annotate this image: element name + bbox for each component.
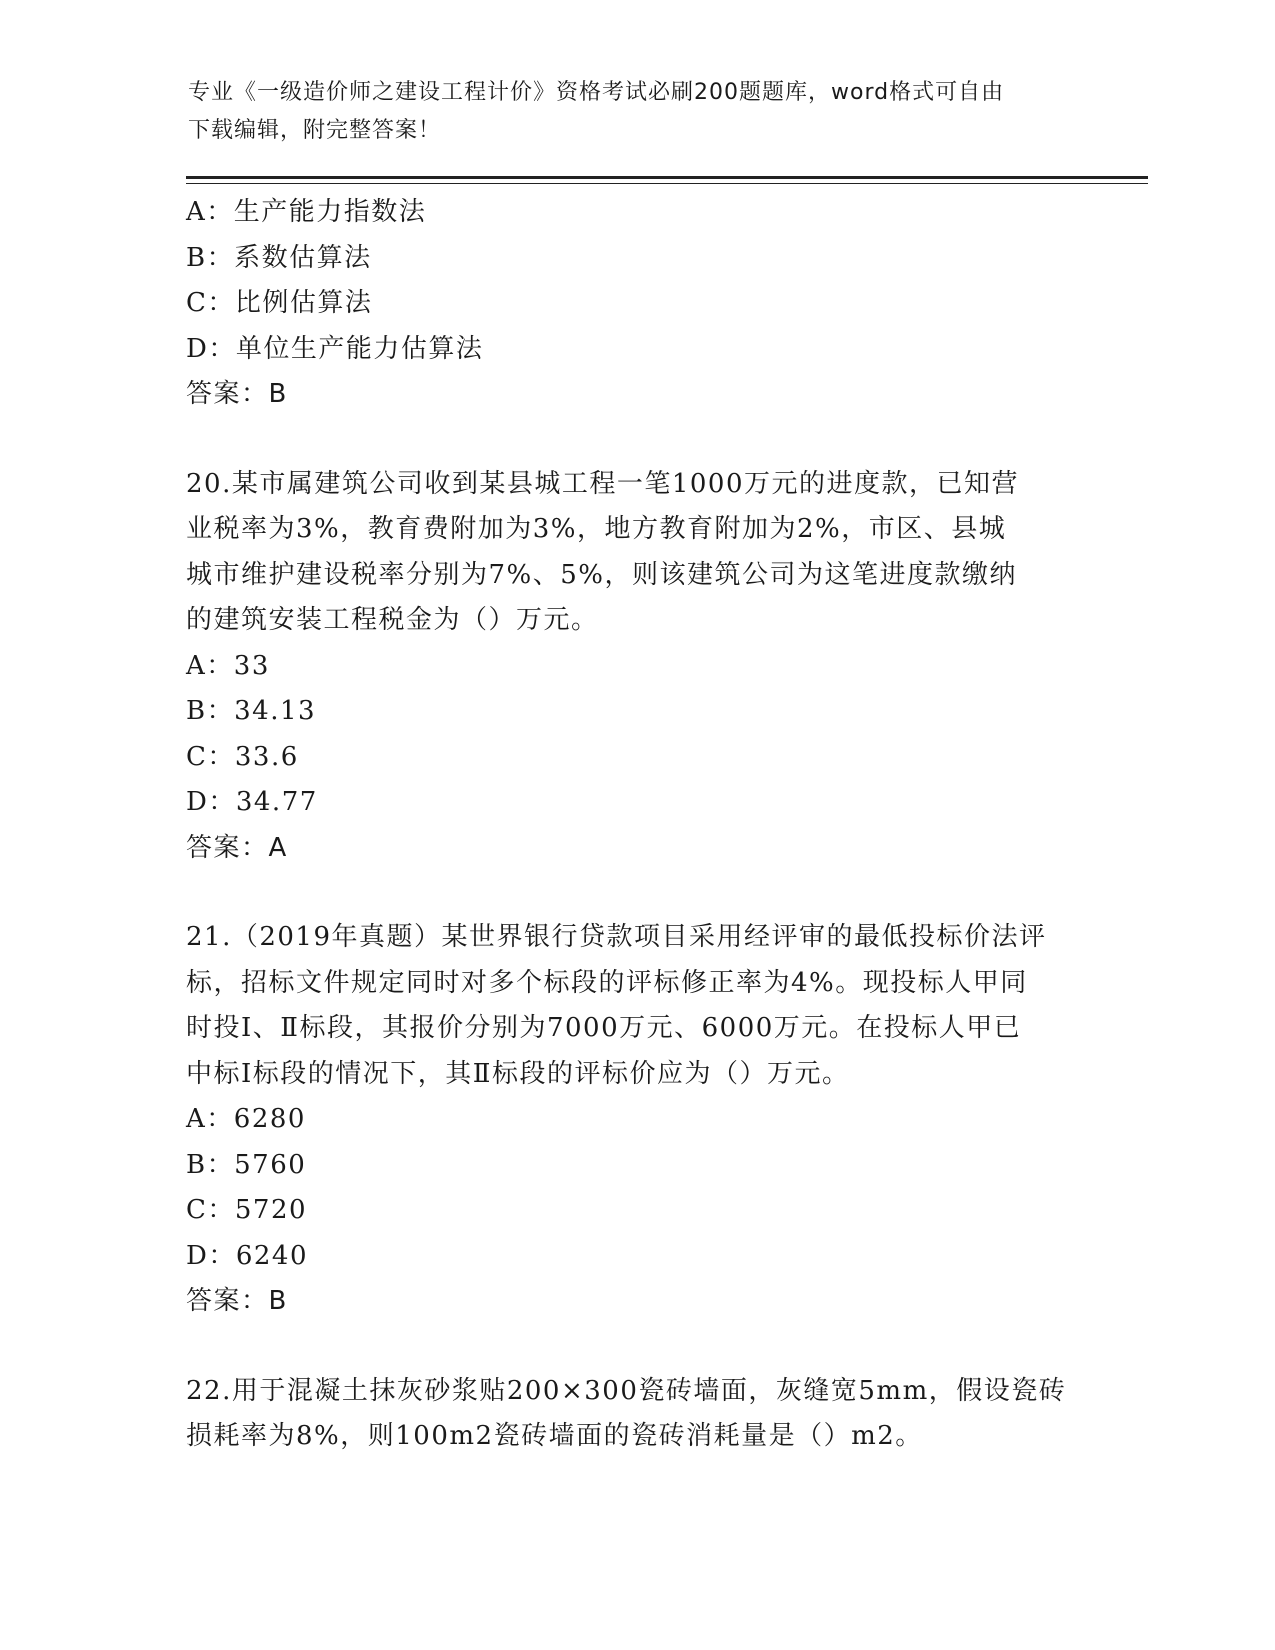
- spacer: [186, 418, 1086, 462]
- spacer: [186, 871, 1086, 915]
- header-rule-thin: [186, 183, 1148, 184]
- question-22: [186, 1369, 1086, 1460]
- question-line: 21.（2019年真题）某世界银行贷款项目采用经评审的最低投标价法评: [186, 922, 1047, 952]
- question-line: 的建筑安装工程税金为（）万元。: [186, 605, 599, 635]
- option-c: C：比例估算法: [186, 288, 373, 318]
- question-line: 20.某市属建筑公司收到某县城工程一笔1000万元的进度款，已知营: [186, 468, 1020, 499]
- option-a: A：6280: [186, 1104, 306, 1134]
- option-c: C：33.6: [186, 741, 299, 772]
- question-line: 时投Ⅰ、Ⅱ标段，其报价分别为7000万元、6000万元。在投标人甲已: [186, 1013, 1022, 1043]
- option-d: D：单位生产能力估算法: [186, 333, 484, 364]
- option-a: A：33: [186, 650, 270, 681]
- question-21: [186, 915, 1086, 1325]
- header-line-2: 下载编辑，附完整答案！: [188, 118, 442, 143]
- option-c: C：5720: [186, 1195, 308, 1225]
- question-line: 城市维护建设税率分别为7%、5%，则该建筑公司为这笔进度款缴纳: [186, 559, 1017, 590]
- option-b: B：5760: [186, 1149, 307, 1180]
- header-rule-thick: [186, 176, 1148, 179]
- question-line: 损耗率为8%，则100m2瓷砖墙面的瓷砖消耗量是（）m2。: [186, 1421, 923, 1451]
- answer: 答案：A: [186, 832, 288, 863]
- question-line: 22.用于混凝土抹灰砂浆贴200×300瓷砖墙面，灰缝宽5mm，假设瓷砖: [186, 1375, 1067, 1406]
- question-20: [186, 462, 1086, 872]
- spacer: [186, 1325, 1086, 1369]
- option-d: D：34.77: [186, 787, 318, 817]
- question-19: [186, 190, 1086, 418]
- question-line: 标，招标文件规定同时对多个标段的评标修正率为4%。现投标人甲同: [186, 967, 1028, 998]
- option-d: D：6240: [186, 1240, 309, 1271]
- question-line: 业税率为3%，教育费附加为3%，地方教育附加为2%，市区、县城: [186, 514, 1007, 544]
- question-line: 中标Ⅰ标段的情况下，其Ⅱ标段的评标价应为（）万元。: [186, 1058, 850, 1089]
- option-b: B：34.13: [186, 696, 317, 726]
- header-line-1: 专业《一级造价师之建设工程计价》资格考试必刷200题题库，word格式可自由: [188, 80, 1005, 105]
- question-content: [186, 190, 1086, 1460]
- answer: 答案：B: [186, 1286, 288, 1316]
- page-header: [188, 74, 1068, 150]
- option-b: B：系数估算法: [186, 242, 372, 273]
- option-a: A：生产能力指数法: [186, 197, 427, 227]
- answer: 答案：B: [186, 379, 288, 409]
